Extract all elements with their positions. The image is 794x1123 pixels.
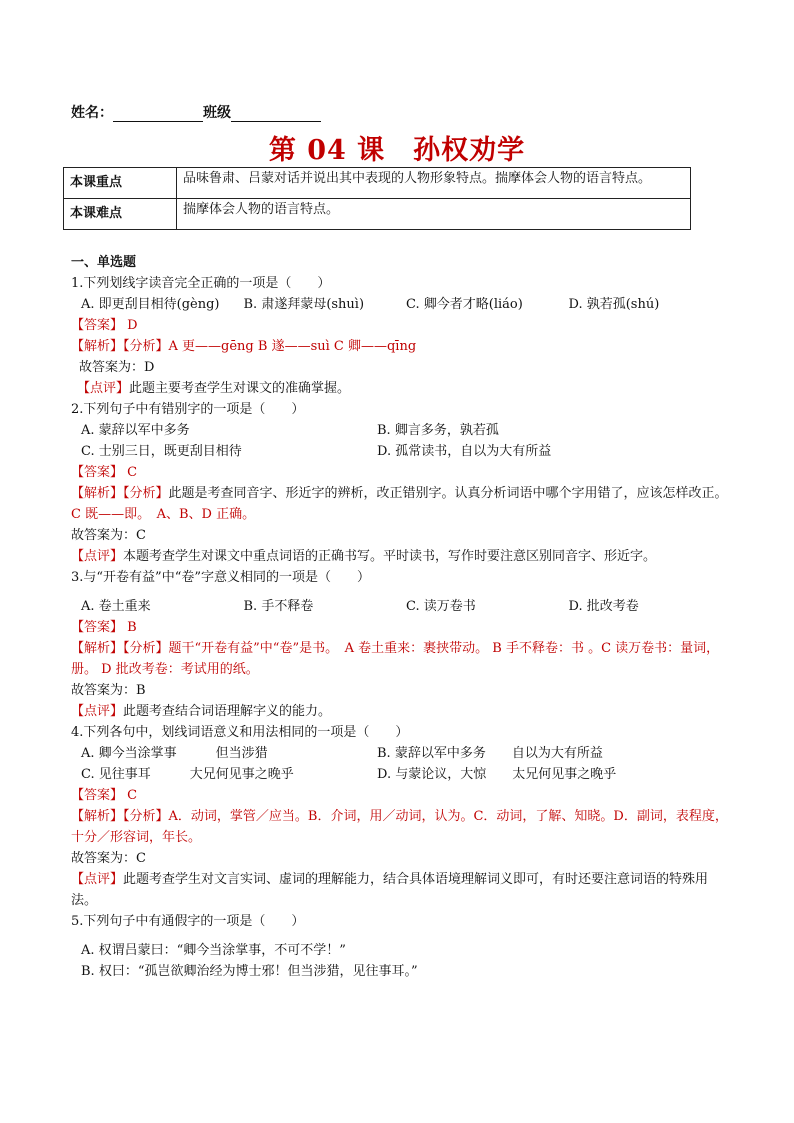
q1-stem: 1.下列划线字读音完全正确的一项是（ ） [71,276,331,291]
analysis-tag: 【解析】【分析】 [71,486,169,501]
section-heading: 一、单选题 [71,255,137,270]
q2-option-b: B. 卿言多务，孰若孤 [377,423,499,438]
analysis-text: 此题是考查同音字、形近字的辨析，改正错别字。认真分析词语中哪个字用错了，应该怎样改正。 [168,486,728,501]
q5-option-a: A. 权谓吕蒙曰：“卿今当涂掌事，不可不学！” [81,943,346,958]
answer-value: C [127,465,138,480]
class-label: 班级 [203,105,231,121]
q2-options-row1 [71,420,731,441]
q2-answer [71,462,731,483]
q4-analysis [71,806,731,848]
lesson-info-table [63,167,691,230]
q1-conclusion: 故答案为：D [79,360,155,375]
q1-options [71,294,731,315]
answer-tag: 【答案】 [71,465,124,480]
q5-option-b: B. 权曰：“孤岂欲卿治经为博士邪！但当涉猎，见往事耳。” [81,964,418,979]
table-row [64,168,691,199]
q4-options-row1 [71,743,731,764]
answer-tag: 【答案】 [71,318,124,333]
comment-tag: 【点评】 [71,872,124,887]
q2-comment [71,546,731,567]
q3-analysis [71,638,731,680]
q3-answer [71,617,731,638]
q4-conclusion: 故答案为：C [71,851,146,866]
q4-options-row2 [71,764,731,785]
q4-option-a: A. 卿今当涂掌事 但当涉猎 [81,746,268,761]
q3-comment [71,701,731,722]
q3-conclusion: 故答案为：B [71,683,146,698]
comment-text: 本题考查学生对课文中重点词语的正确书写。平时读书，写作时要注意区别同音字、形近字。 [123,549,657,564]
analysis-tag: 【解析】【分析】 [71,809,169,824]
answer-tag: 【答案】 [71,788,124,803]
q4-option-d: D. 与蒙论议，大惊 太兄何见事之晚乎 [377,767,617,782]
comment-text: 此题考查学生对文言实词、虚词的理解能力，结合具体语境理解词义即可，有时还要注意词语的特殊用法。 [71,872,709,908]
q4-option-b: B. 蒙辞以军中多务 自以为大有所益 [377,746,603,761]
q5-stem: 5.下列句子中有通假字的一项是（ ） [71,914,305,929]
comment-text: 此题考查结合词语理解字义的能力。 [123,704,332,719]
q2-option-d: D. 孤常读书，自以为大有所益 [377,444,552,459]
spacer [71,588,731,596]
spacer [71,932,731,940]
q1-comment [71,378,731,399]
q2-conclusion: 故答案为：C [71,528,146,543]
q1-option-d: D. 孰若孤(shú) [568,297,660,312]
comment-tag: 【点评】 [77,381,130,396]
name-blank [113,107,203,122]
q2-stem: 2.下列句子中有错别字的一项是（ ） [71,402,305,417]
q3-stem: 3.与“开卷有益”中“卷”字意义相同的一项是（ ） [71,570,370,585]
answer-value: C [127,788,138,803]
q3-option-c: C. 读万卷书 [406,599,476,614]
q4-comment [71,869,731,911]
q1-analysis [71,336,731,357]
q1-option-b: B. 肃遂拜蒙母(shuì) [243,297,365,312]
analysis-text: 题干“开卷有益”中“卷”是书。 A 卷土重来：裹挟带动。 B 手不释卷：书 。C 读万卷书：量词，册。 D 批改考卷：考试用的纸。 [71,641,720,677]
q4-answer [71,785,731,806]
q3-option-d: D. 批改考卷 [568,599,639,614]
comment-tag: 【点评】 [71,704,124,719]
q2-analysis-detail: C 既——即。 A、B、D 正确。 [71,507,256,522]
comment-text: 此题主要考查学生对课文的准确掌握。 [129,381,351,396]
class-blank [231,107,321,122]
analysis-tag: 【解析】【分析】 [71,641,169,656]
q2-options-row2 [71,441,731,462]
q3-option-b: B. 手不释卷 [243,599,314,614]
difficulty-label: 本课难点 [64,199,177,230]
name-class-line [71,102,321,122]
q2-option-c: C. 士别三日，既更刮目相待 [81,444,242,459]
q3-options [71,596,731,617]
key-point-value: 品味鲁肃、吕蒙对话并说出其中表现的人物形象特点。揣摩体会人物的语言特点。 [177,168,691,199]
table-row [64,199,691,230]
q2-analysis [71,483,731,504]
answer-tag: 【答案】 [71,620,124,635]
analysis-text: A．动词，掌管／应当。B．介词，用／动词，认为。C．动词，了解、知晓。D．副词，表程度，十分／形容词，年长。 [71,809,728,845]
page-title: 第 04 课 孙权劝学 [268,135,526,166]
q4-stem: 4.下列各句中，划线词语意义和用法相同的一项是（ ） [71,725,409,740]
comment-tag: 【点评】 [71,549,124,564]
analysis-tag: 【解析】【分析】 [71,339,169,354]
name-label: 姓名： [71,105,113,121]
q2-option-a: A. 蒙辞以军中多务 [81,423,190,438]
q4-option-c: C. 见往事耳 大兄何见事之晚乎 [81,767,294,782]
difficulty-value: 揣摩体会人物的语言特点。 [177,199,691,230]
question-content [71,252,731,982]
answer-value: B [127,620,137,635]
q3-option-a: A. 卷土重来 [81,599,151,614]
q1-option-c: C. 卿今者才略(liáo) [406,297,523,312]
analysis-text: A 更——gēng B 遂——suì C 卿——qīng [168,339,417,354]
key-point-label: 本课重点 [64,168,177,199]
q1-answer [71,315,731,336]
q1-option-a: A. 即更刮目相待(gèng) [81,297,220,312]
answer-value: D [127,318,138,333]
